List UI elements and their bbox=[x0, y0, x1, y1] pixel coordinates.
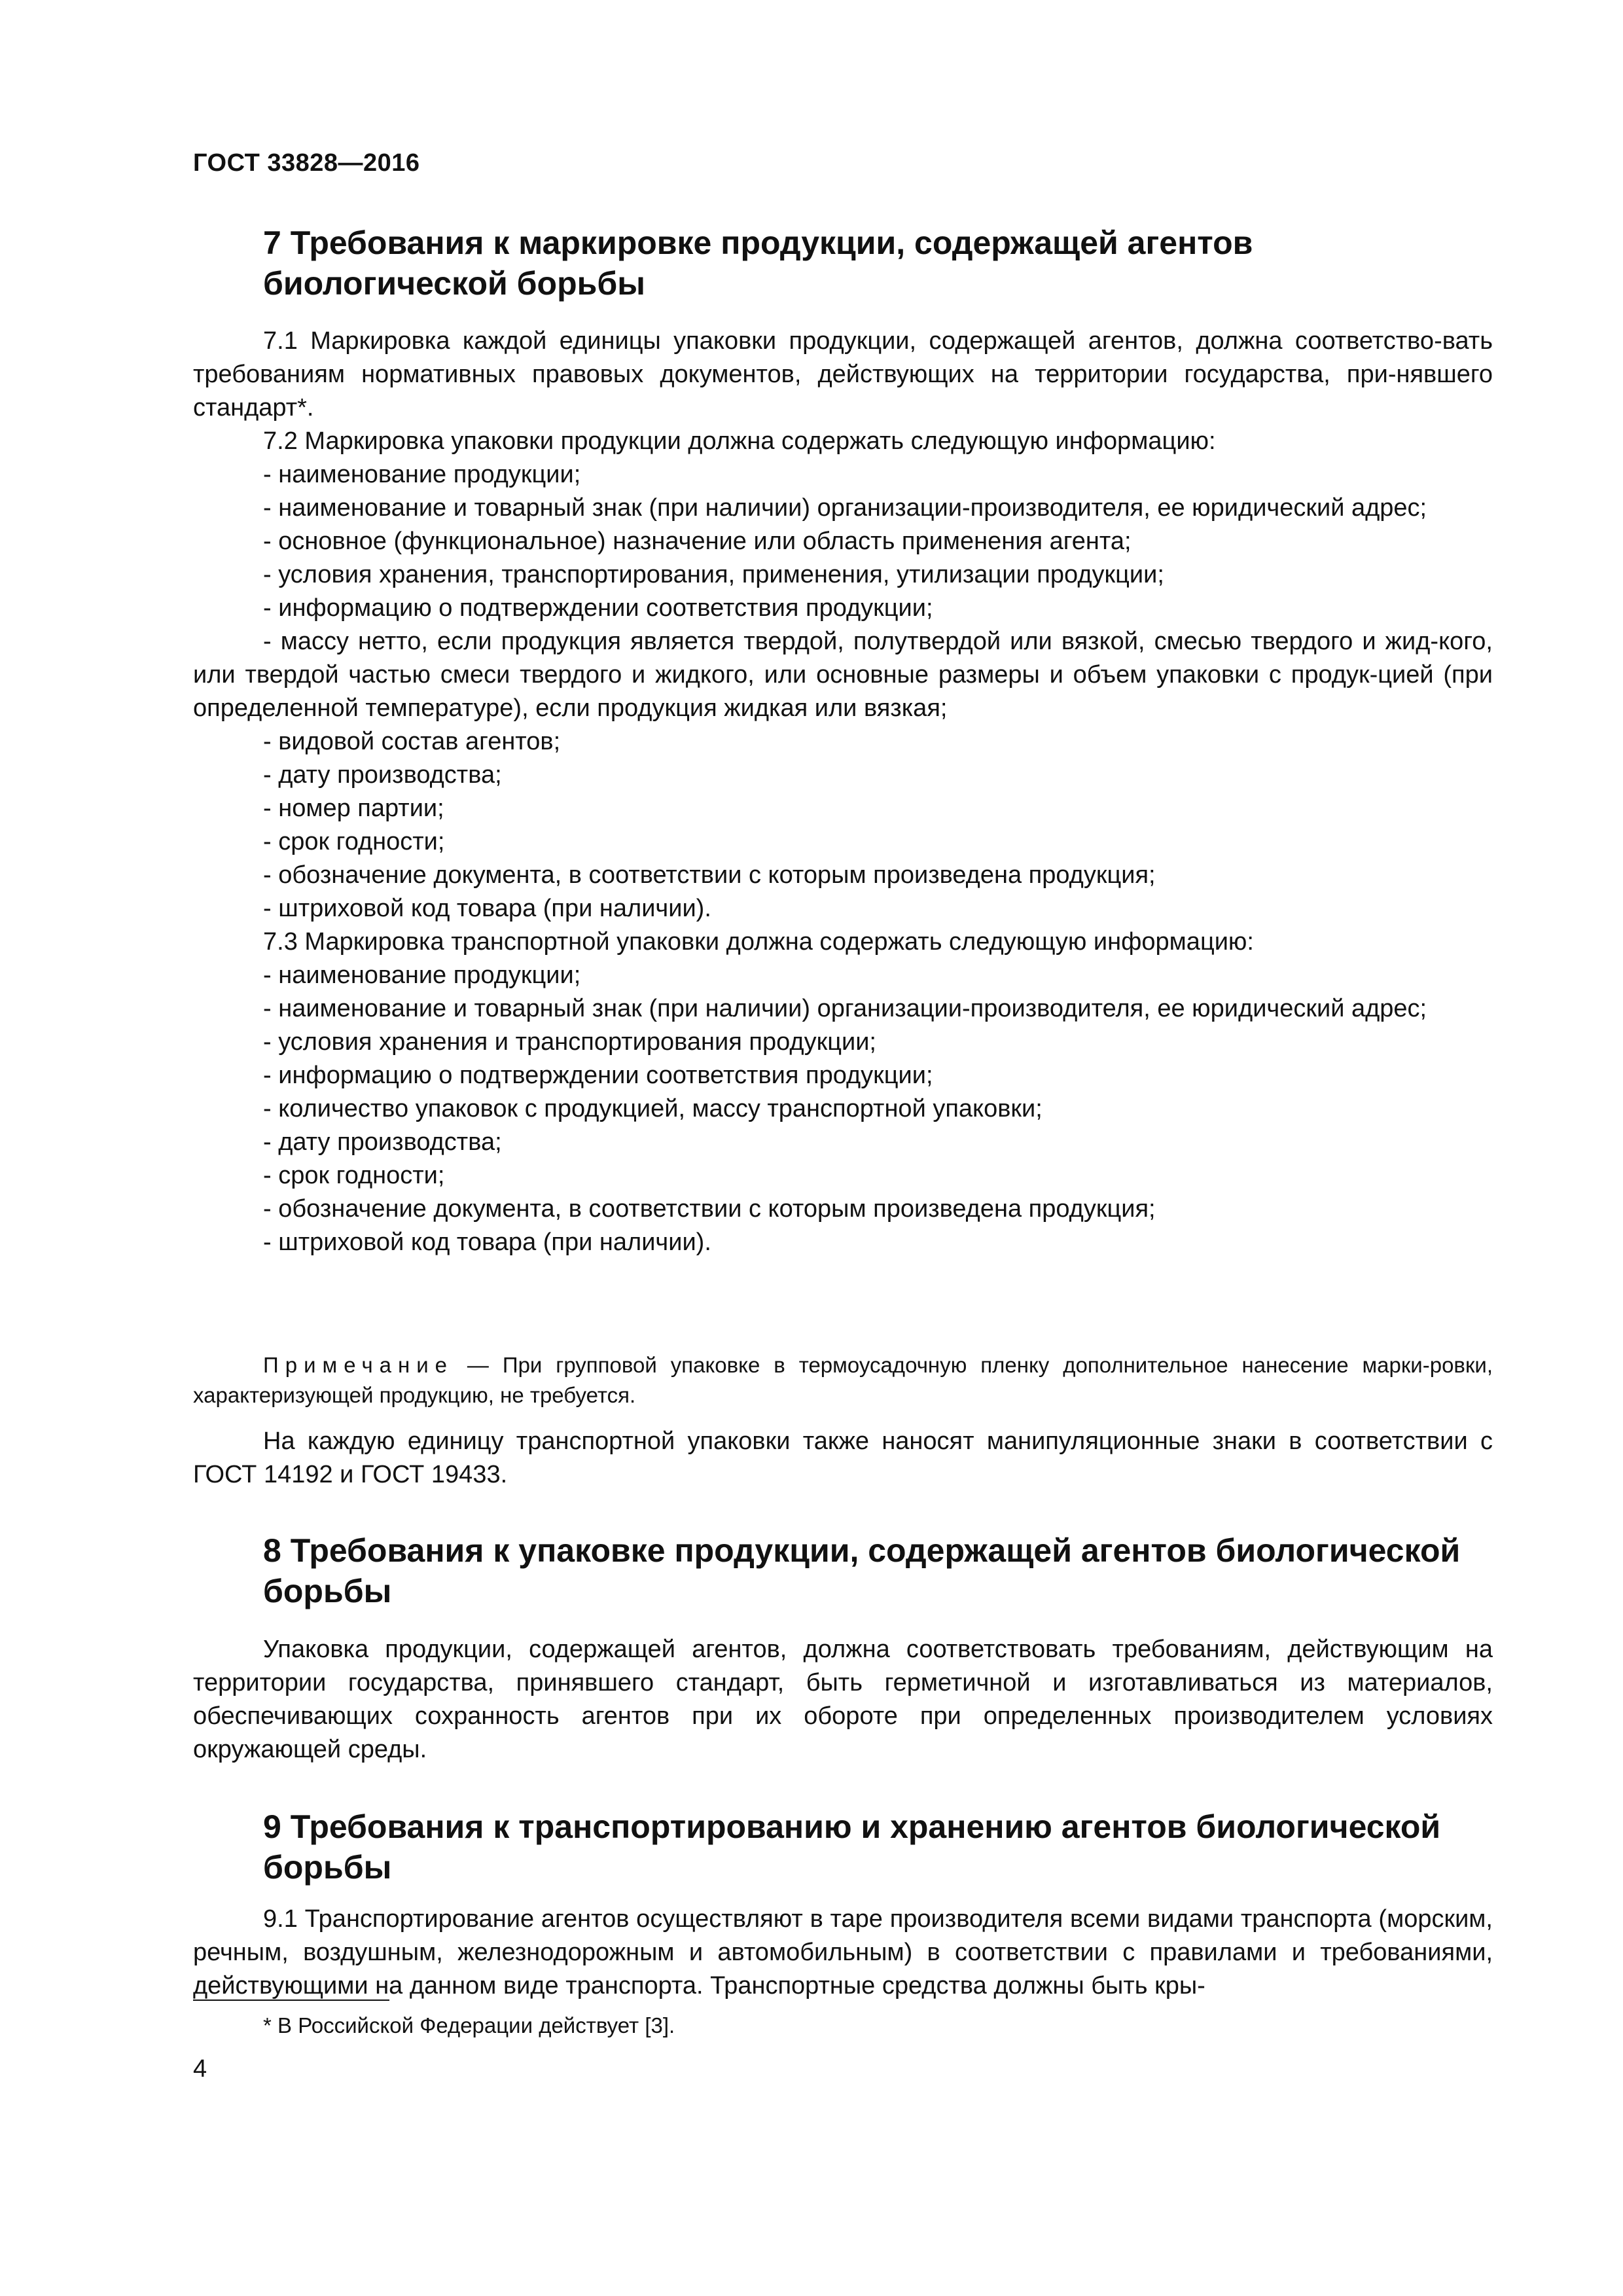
footnote: * В Российской Федерации действует [3]. bbox=[263, 2013, 675, 2037]
section-7-heading: 7 Требования к маркировке продукции, содержащей агентов биологической борьбы bbox=[263, 224, 1253, 302]
section-7-body bbox=[193, 325, 1493, 1259]
list-item: - наименование продукции; bbox=[263, 961, 581, 989]
note-label: Примечание bbox=[263, 1353, 454, 1377]
list-item: - основное (функциональное) назначение или область применения агента; bbox=[263, 528, 1132, 555]
list-item: - штриховой код товара (при наличии). bbox=[263, 895, 711, 922]
clause-7-1: 7.1 Маркировка каждой единицы упаковки продукции, содержащей агентов, должна соответство-вать требованиям нормативных правовых документов, действующих на территории государства, при-нявшего стандарт*. bbox=[193, 327, 1493, 422]
page-number: 4 bbox=[193, 2055, 207, 2083]
list-item: - обозначение документа, в соответствии с которым произведена продукция; bbox=[263, 861, 1156, 889]
list-item: - условия хранения, транспортирования, применения, утилизации продукции; bbox=[263, 561, 1164, 588]
list-item: - видовой состав агентов; bbox=[263, 728, 561, 755]
list-item: - условия хранения и транспортирования продукции; bbox=[263, 1028, 876, 1056]
list-item: - номер партии; bbox=[263, 795, 444, 822]
section-9-body bbox=[193, 1903, 1493, 2003]
footnote-divider bbox=[193, 2000, 389, 2001]
list-item: - количество упаковок с продукцией, массу транспортной упаковки; bbox=[263, 1095, 1043, 1122]
list-item: - обозначение документа, в соответствии с которым произведена продукция; bbox=[263, 1195, 1156, 1223]
clause-7-3: 7.3 Маркировка транспортной упаковки должна содержать следующую информацию: bbox=[263, 928, 1254, 956]
section-9-heading: 9 Требования к транспортированию и хранению агентов биологической борьбы bbox=[263, 1808, 1441, 1886]
note bbox=[193, 1350, 1493, 1410]
list-item: - штриховой код товара (при наличии). bbox=[263, 1229, 711, 1256]
list-item: - массу нетто, если продукция является твердой, полутвердой или вязкой, смесью твердого и жид-кого, или твердой частью смеси твердого и жидкого, или основные размеры и объем упаковки с продук-цией (при определенной температуре), если продукция жидкая или вязкая; bbox=[193, 628, 1493, 722]
note-text: — При групповой упаковке в термоусадочную пленку дополнительное нанесение марки-ровки, характеризующей продукцию, не требуется. bbox=[193, 1353, 1493, 1407]
section-7-closing bbox=[193, 1425, 1493, 1492]
document-code: ГОСТ 33828—2016 bbox=[193, 149, 420, 177]
list-item: - информацию о подтверждении соответствия продукции; bbox=[263, 1062, 933, 1089]
list-item: - информацию о подтверждении соответствия продукции; bbox=[263, 594, 933, 622]
clause-9-1: 9.1 Транспортирование агентов осуществляют в таре производителя всеми видами транспорта (морским, речным, воздушным, железнодорожным и автомобильным) в соответствии с правилами и требованиями, действующими на данном виде транспорта. Транспортные средства должны быть кры- bbox=[193, 1905, 1493, 2000]
list-item: - дату производства; bbox=[263, 761, 502, 789]
list-item: - дату производства; bbox=[263, 1128, 502, 1156]
section-8-heading: 8 Требования к упаковке продукции, содержащей агентов биологической борьбы bbox=[263, 1532, 1461, 1609]
clause-7-2: 7.2 Маркировка упаковки продукции должна содержать следующую информацию: bbox=[263, 427, 1216, 455]
list-item: - наименование и товарный знак (при наличии) организации-производителя, ее юридический адрес; bbox=[263, 995, 1427, 1022]
section-8-paragraph: Упаковка продукции, содержащей агентов, должна соответствовать требованиям, действующим на территории государства, принявшего стандарт, быть герметичной и изготавливаться из материалов, обеспечивающих сохранность агентов при их обороте при определенных производителем условиях окружающей среды. bbox=[193, 1636, 1493, 1763]
section-8-body bbox=[193, 1633, 1493, 1767]
list-item: - срок годности; bbox=[263, 828, 445, 855]
closing-paragraph: На каждую единицу транспортной упаковки также наносят манипуляционные знаки в соответствии с ГОСТ 14192 и ГОСТ 19433. bbox=[193, 1427, 1493, 1488]
list-item: - наименование и товарный знак (при наличии) организации-производителя, ее юридический адрес; bbox=[263, 494, 1427, 522]
list-item: - срок годности; bbox=[263, 1162, 445, 1189]
list-item: - наименование продукции; bbox=[263, 461, 581, 488]
